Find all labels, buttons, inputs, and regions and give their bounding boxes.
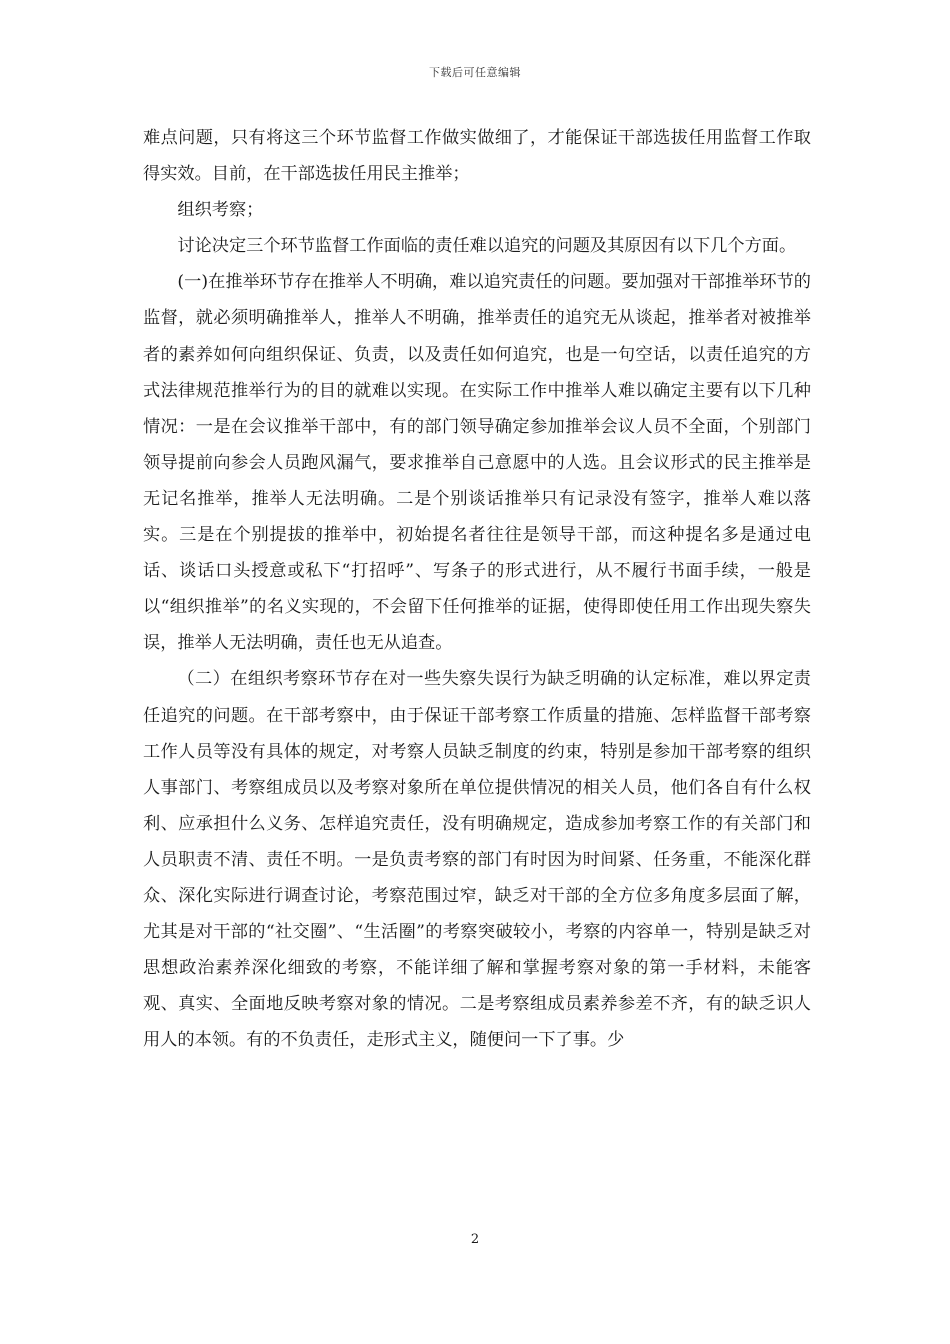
paragraph-section-two: （二）在组织考察环节存在对一些失察失误行为缺乏明确的认定标准，难以界定责任追究的问题。在干部考察中，由于保证干部考察工作质量的措施、怎样监督干部考察工作人员等没有具体的规定，对考察人员缺乏制度的约束，特别是参加干部考察的组织人事部门、考察组成员以及考察对象所在单位提供情况的相关人员，他们各自有什么权利、应承担什么义务、怎样追究责任，没有明确规定，造成参加考察工作的有关部门和人员职责不清、责任不明。一是负责考察的部门有时因为时间紧、任务重，不能深化群众、深化实际进行调查讨论，考察范围过窄，缺乏对干部的全方位多角度多层面了解，尤其是对干部的“社交圈”、“生活圈”的考察突破较小，考察的内容单一，特别是缺乏对思想政治素养深化细致的考察，不能详细了解和掌握考察对象的第一手材料，未能客观、真实、全面地反映考察对象的情况。二是考察组成员素养参差不齐，有的缺乏识人用人的本领。有的不负责任，走形式主义，随便问一下了事。少: [143, 669, 811, 1051]
page-number: 2: [470, 1232, 480, 1247]
page-header: 下载后可任意编辑: [429, 66, 521, 79]
document-body: [143, 120, 811, 1058]
paragraph-section-one: (一)在推举环节存在推举人不明确，难以追究责任的问题。要加强对干部推举环节的监督，就必须明确推举人，推举人不明确，推举责任的追究无从谈起，推举者对被推举者的素养如何向组织保证、负责，以及责任如何追究，也是一句空话，以责任追究的方式法律规范推举行为的目的就难以实现。在实际工作中推举人难以确定主要有以下几种情况：一是在会议推举干部中，有的部门领导确定参加推举会议人员不全面，个别部门领导提前向参会人员跑风漏气，要求推举自己意愿中的人选。且会议形式的民主推举是无记名推举，推举人无法明确。二是个别谈话推举只有记录没有签字，推举人难以落实。三是在个别提拔的推举中，初始提名者往往是领导干部，而这种提名多是通过电话、谈话口头授意或私下“打招呼”、写条子的形式进行，从不履行书面手续，一般是以“组织推举”的名义实现的，不会留下任何推举的证据，使得即使任用工作出现失察失误，推举人无法明确，责任也无从追查。: [143, 272, 811, 654]
paragraph-continuation: 难点问题，只有将这三个环节监督工作做实做细了，才能保证干部选拔任用监督工作取得实效。目前，在干部选拔任用民主推举；: [143, 128, 811, 185]
paragraph-organization-inspection: 组织考察；: [177, 200, 264, 221]
paragraph-discussion-decision: 讨论决定三个环节监督工作面临的责任难以追究的问题及其原因有以下几个方面。: [177, 236, 797, 257]
